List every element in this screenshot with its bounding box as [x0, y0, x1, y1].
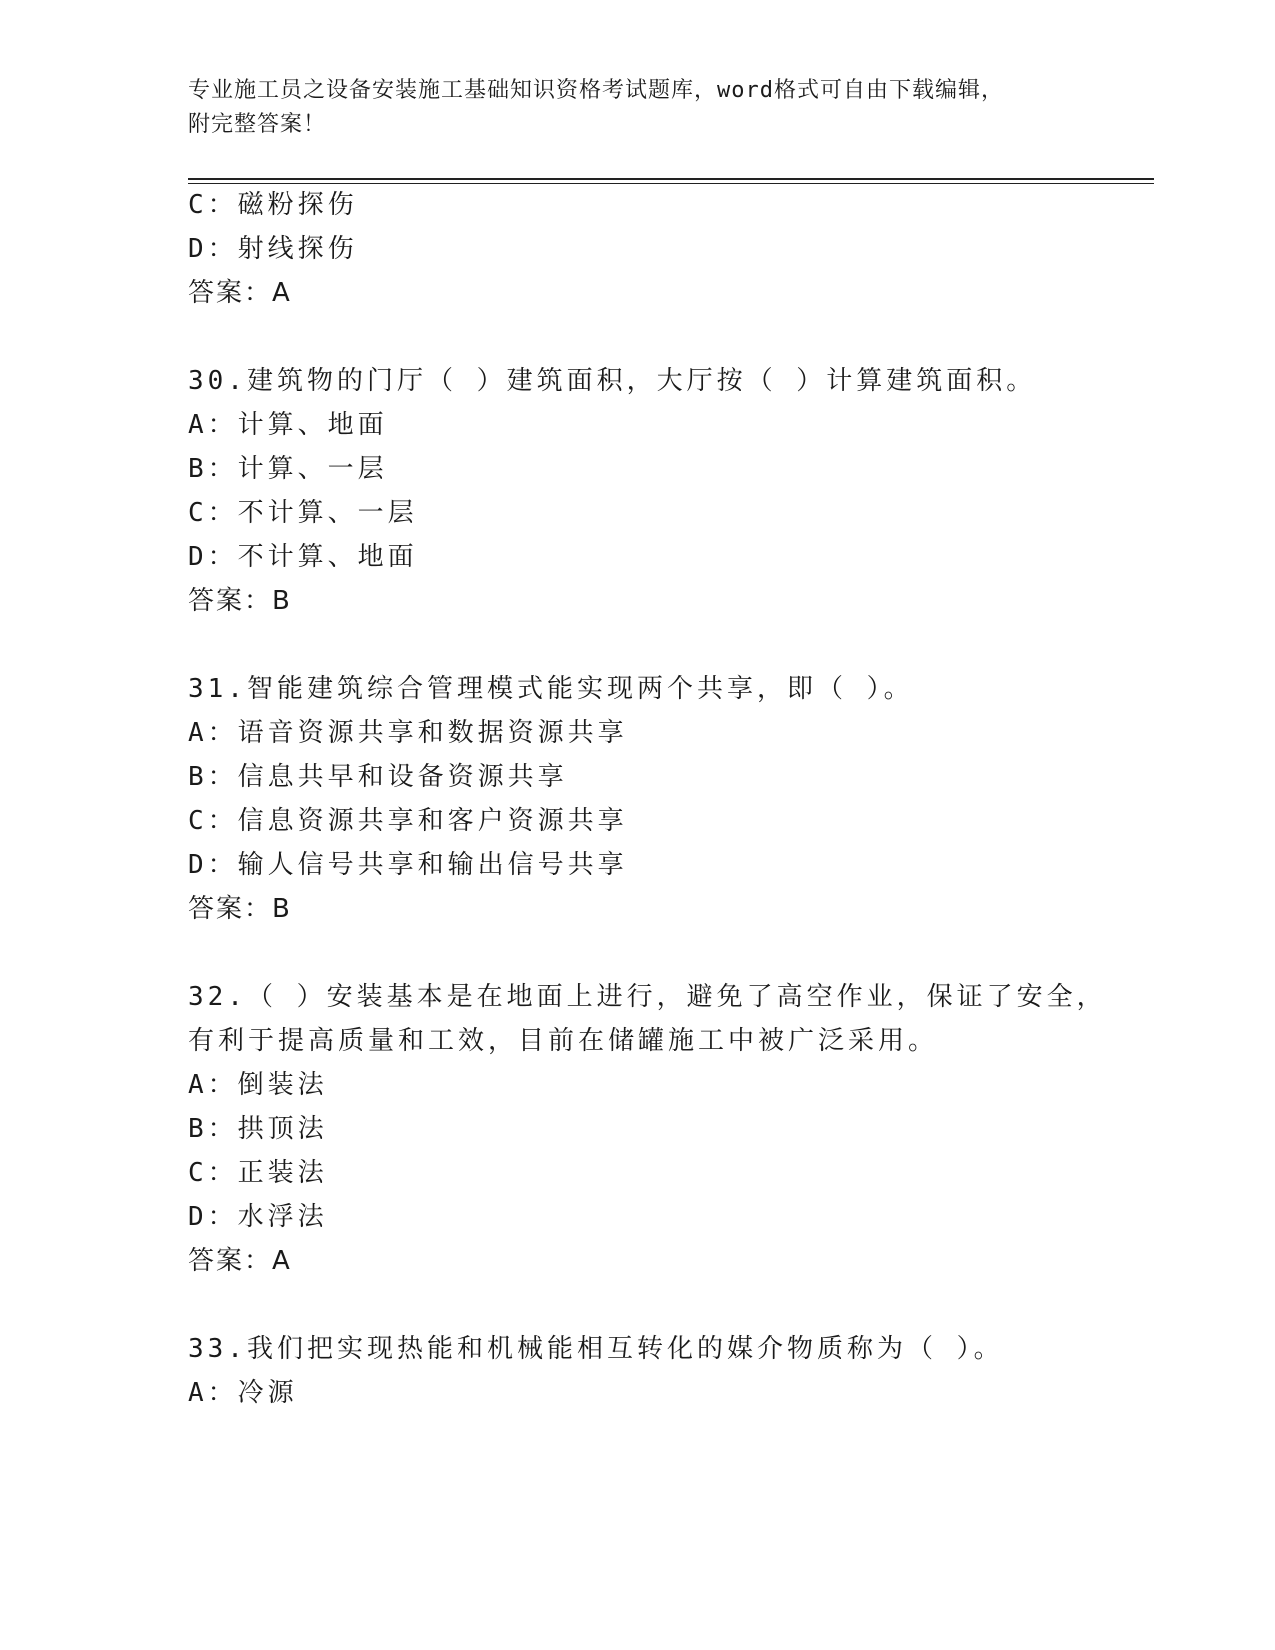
q29-answer: 答案：A — [188, 278, 292, 308]
q30-option-b: B：计算、一层 — [188, 454, 388, 484]
q30-stem: 30.建筑物的门厅（ ）建筑面积，大厅按（ ）计算建筑面积。 — [188, 366, 1037, 396]
q32-stem-line-1: 32.（ ）安装基本是在地面上进行，避免了高空作业，保证了安全， — [188, 982, 1107, 1012]
header-divider-thin — [188, 183, 1154, 184]
q32-option-a: A：倒装法 — [188, 1070, 328, 1100]
q31-stem: 31.智能建筑综合管理模式能实现两个共享，即（ ）。 — [188, 674, 914, 704]
q32-option-c: C：正装法 — [188, 1158, 328, 1188]
q30-option-c: C：不计算、一层 — [188, 498, 418, 528]
q31-option-a: A：语音资源共享和数据资源共享 — [188, 718, 628, 748]
q33-stem: 33.我们把实现热能和机械能相互转化的媒介物质称为（ ）。 — [188, 1334, 1004, 1364]
q32-option-b: B：拱顶法 — [188, 1114, 328, 1144]
q29-option-c: C：磁粉探伤 — [188, 190, 358, 220]
q32-stem-line-2: 有利于提高质量和工效，目前在储罐施工中被广泛采用。 — [188, 1026, 939, 1056]
header-line-1: 专业施工员之设备安装施工基础知识资格考试题库，word格式可自由下载编辑， — [188, 78, 1004, 103]
q31-option-b: B：信息共早和设备资源共享 — [188, 762, 568, 792]
header-line-2: 附完整答案！ — [188, 112, 327, 137]
q30-option-a: A：计算、地面 — [188, 410, 388, 440]
q32-answer: 答案：A — [188, 1246, 292, 1276]
q33-option-a: A：冷源 — [188, 1378, 298, 1408]
q32-option-d: D：水浮法 — [188, 1202, 328, 1232]
q31-option-c: C：信息资源共享和客户资源共享 — [188, 806, 628, 836]
q31-answer: 答案：B — [188, 894, 292, 924]
q30-answer: 答案：B — [188, 586, 292, 616]
q31-option-d: D：输人信号共享和输出信号共享 — [188, 850, 628, 880]
q30-option-d: D：不计算、地面 — [188, 542, 418, 572]
header-divider-thick — [188, 178, 1154, 180]
q29-option-d: D：射线探伤 — [188, 234, 358, 264]
document-header — [188, 74, 1068, 142]
